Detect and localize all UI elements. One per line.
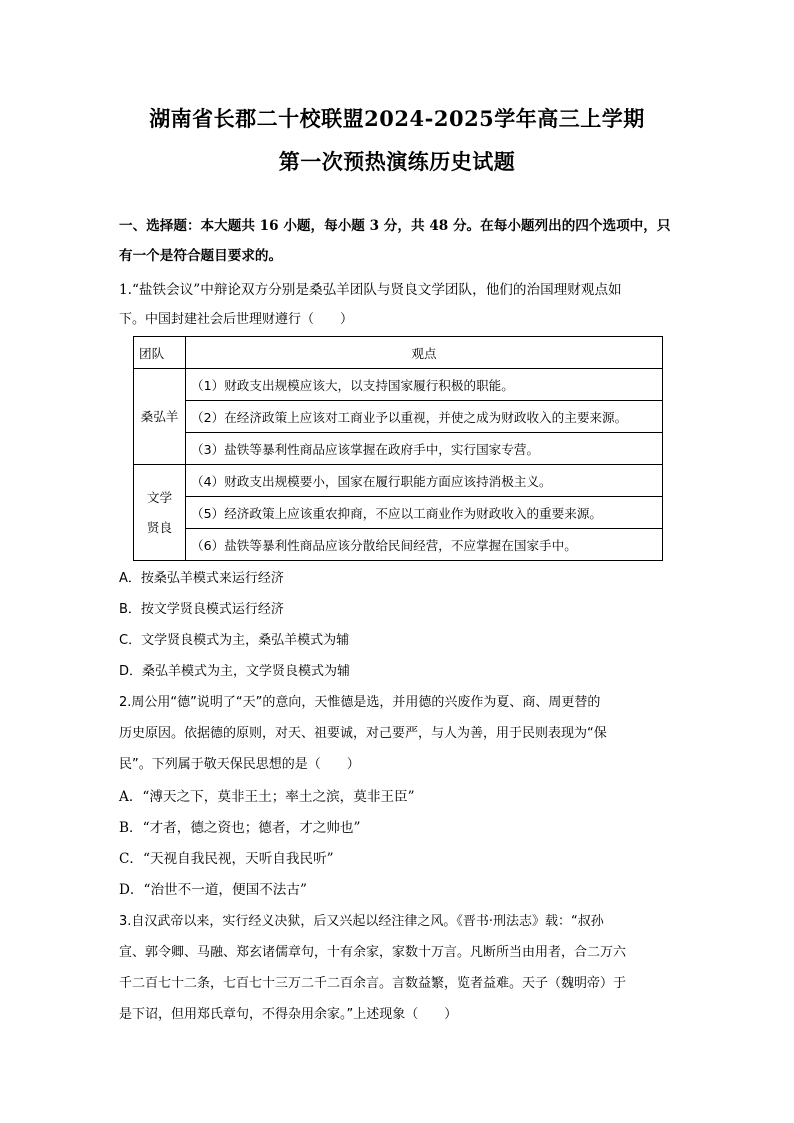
- exam-title-line2: 第一次预热演练历史试题: [278, 149, 516, 174]
- view-cell: （4）财政支出规模要小，国家在履行职能方面应该持消极主义。: [186, 465, 663, 497]
- question-2-option-a: A．“溥天之下，莫非王土；率土之滨，莫非王臣”: [119, 789, 415, 805]
- team-cell-wenxue-xianliang: 文学贤良: [134, 465, 186, 561]
- table-header-row: [134, 337, 663, 369]
- question-1-option-a: A．按桑弘羊模式来运行经济: [119, 571, 284, 586]
- table-header-team: 团队: [134, 337, 186, 369]
- viewpoints-table: [133, 336, 663, 561]
- table-row: [134, 529, 663, 561]
- table-row: [134, 369, 663, 401]
- question-3-stem-line3: 千二百七十二条，七百七十三万二千二百余言。言数益繁，览者益难。天子（魏明帝）于: [119, 976, 627, 991]
- question-1-option-c: C．文学贤良模式为主，桑弘羊模式为辅: [119, 633, 350, 648]
- question-1-option-d: D．桑弘羊模式为主，文学贤良模式为辅: [119, 664, 351, 679]
- question-2-option-c: C．“天视自我民视，天听自我民听”: [119, 851, 334, 867]
- question-1-stem-line2: 下。中国封建社会后世理财遵行（ ）: [119, 312, 354, 327]
- view-cell: （1）财政支出规模应该大，以支持国家履行积极的职能。: [186, 369, 663, 401]
- table-row: [134, 465, 663, 497]
- view-cell: （2）在经济政策上应该对工商业予以重视，并使之成为财政收入的主要来源。: [186, 401, 663, 433]
- question-2-stem-line2: 历史原因。依据德的原则，对天、祖要诚，对己要严，与人为善，用于民则表现为“保: [119, 726, 607, 741]
- question-1-option-b: B．按文学贤良模式运行经济: [119, 602, 284, 617]
- question-2-option-d: D．“治世不一道，便国不法古”: [119, 882, 307, 898]
- table-row: [134, 401, 663, 433]
- question-3-stem-line1: 3.自汉武帝以来，实行经义决狱，后又兴起以经注律之风。《晋书·刑法志》载：“叔孙: [119, 914, 604, 929]
- section-instructions-line1: 一、选择题：本大题共 16 小题，每小题 3 分，共 48 分。在每小题列出的四个选项中，只: [119, 218, 671, 234]
- question-3-stem-line4: 是下诏，但用郑氏章句，不得杂用余家。”上述现象（ ）: [119, 1007, 458, 1022]
- view-cell: （3）盐铁等暴利性商品应该掌握在政府手中，实行国家专营。: [186, 433, 663, 465]
- question-2-stem-line3: 民”。下列属于敬天保民思想的是（ ）: [119, 757, 360, 772]
- exam-title-line1: 湖南省长郡二十校联盟2024-2025学年高三上学期: [149, 106, 645, 131]
- table-row: [134, 433, 663, 465]
- table-row: [134, 497, 663, 529]
- question-3-stem-line2: 宣、郭令卿、马融、郑玄诸儒章句，十有余家，家数十万言。凡断所当由用者，合二万六: [119, 945, 627, 960]
- question-2-stem-line1: 2.周公用“德”说明了“天”的意向，天惟德是选，并用德的兴废作为夏、商、周更替的: [119, 695, 601, 710]
- view-cell: （6）盐铁等暴利性商品应该分散给民间经营，不应掌握在国家手中。: [186, 529, 663, 561]
- team-cell-sanghongyang: 桑弘羊: [134, 369, 186, 465]
- question-1-stem-line1: 1.“盐铁会议”中辩论双方分别是桑弘羊团队与贤良文学团队，他们的治国理财观点如: [119, 282, 622, 298]
- section-instructions-line2: 有一个是符合题目要求的。: [119, 248, 283, 264]
- view-cell: （5）经济政策上应该重农抑商，不应以工商业作为财政收入的重要来源。: [186, 497, 663, 529]
- question-2-option-b: B．“才者，德之资也；德者，才之帅也”: [119, 820, 361, 836]
- table-header-view: 观点: [186, 337, 663, 369]
